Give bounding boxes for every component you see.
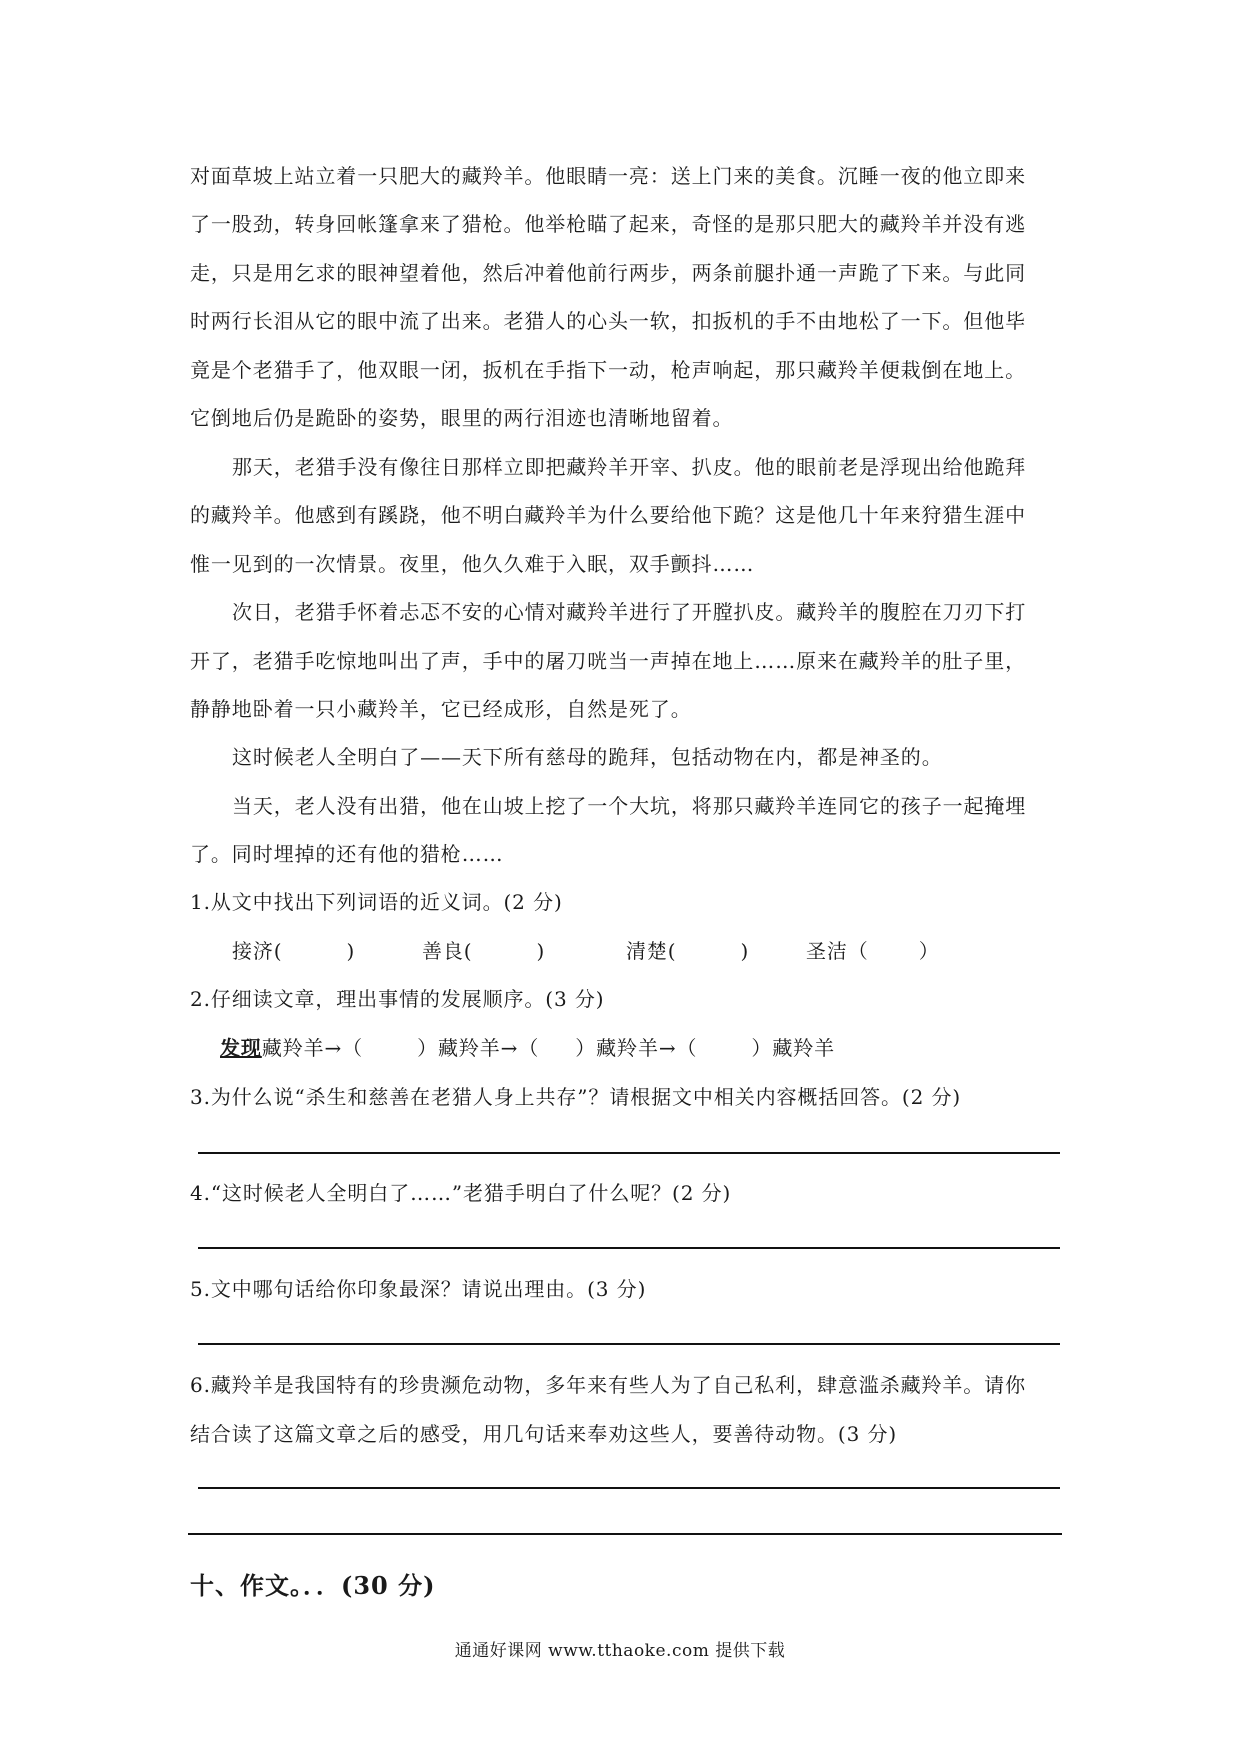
- q1-item-shanliang: 善良( ): [422, 939, 546, 963]
- answer-line[interactable]: [198, 1152, 1060, 1154]
- section-divider: [188, 1533, 1062, 1535]
- question-6-cont: 结合读了这篇文章之后的感受，用几句话来奉劝这些人，要善待动物。(3 分): [190, 1422, 898, 1446]
- answer-line[interactable]: [198, 1487, 1060, 1489]
- passage-line: 惟一见到的一次情景。夜里，他久久难于入眠，双手颤抖……: [190, 552, 755, 576]
- q2-sequence: 发现藏羚羊→（ ）藏羚羊→（ ）藏羚羊→（ ）藏羚羊: [220, 1036, 836, 1060]
- passage-line: 当天，老人没有出猎，他在山坡上挖了一个大坑，将那只藏羚羊连同它的孩子一起掩埋: [232, 794, 1027, 818]
- q2-start-word: 发现: [220, 1036, 262, 1060]
- passage-line: 走，只是用乞求的眼神望着他，然后冲着他前行两步，两条前腿扑通一声跪了下来。与此同: [190, 261, 1026, 285]
- passage-line: 开了，老猎手吃惊地叫出了声，手中的屠刀咣当一声掉在地上……原来在藏羚羊的肚子里，: [190, 649, 1026, 673]
- passage-line: 了一股劲，转身回帐篷拿来了猎枪。他举枪瞄了起来，奇怪的是那只肥大的藏羚羊并没有逃: [190, 212, 1026, 236]
- q1-item-jieji: 接济( ): [232, 939, 356, 963]
- passage-line: 那天，老猎手没有像往日那样立即把藏羚羊开宰、扒皮。他的眼前老是浮现出给他跪拜: [232, 455, 1027, 479]
- question-1: 1.从文中找出下列词语的近义词。(2 分): [190, 890, 563, 914]
- question-3: 3.为什么说“杀生和慈善在老猎人身上共存”？请根据文中相关内容概括回答。(2 分): [190, 1085, 962, 1109]
- passage-line: 静静地卧着一只小藏羚羊，它已经成形，自然是死了。: [190, 697, 692, 721]
- question-4: 4.“这时候老人全明白了……”老猎手明白了什么呢？(2 分): [190, 1181, 732, 1205]
- passage-line: 次日，老猎手怀着忐忑不安的心情对藏羚羊进行了开膛扒皮。藏羚羊的腹腔在刀刃下打: [232, 600, 1027, 624]
- passage-line: 对面草坡上站立着一只肥大的藏羚羊。他眼睛一亮：送上门来的美食。沉睡一夜的他立即来: [190, 164, 1026, 188]
- passage-line: 它倒地后仍是跪卧的姿势，眼里的两行泪迹也清晰地留着。: [190, 406, 734, 430]
- question-5: 5.文中哪句话给你印象最深？请说出理由。(3 分): [190, 1277, 647, 1301]
- passage-line: 的藏羚羊。他感到有蹊跷，他不明白藏羚羊为什么要给他下跪？这是他几十年来狩猎生涯中: [190, 503, 1026, 527]
- passage-line: 了。同时埋掉的还有他的猎枪……: [190, 842, 504, 866]
- page-footer: 通通好课网 www.tthaoke.com 提供下载: [454, 1641, 786, 1661]
- answer-line[interactable]: [198, 1247, 1060, 1249]
- passage-line: 时两行长泪从它的眼中流了出来。老猎人的心头一软，扣扳机的手不由地松了一下。但他毕: [190, 309, 1026, 333]
- answer-line[interactable]: [198, 1343, 1060, 1345]
- passage-line: 竟是个老猎手了，他双眼一闭，扳机在手指下一动，枪声响起，那只藏羚羊便栽倒在地上。: [190, 358, 1026, 382]
- question-6: 6.藏羚羊是我国特有的珍贵濒危动物，多年来有些人为了自己私利，肆意滥杀藏羚羊。请你: [190, 1373, 1026, 1397]
- q1-item-qingchu: 清楚( ): [626, 939, 750, 963]
- q1-item-shengjie: 圣洁（ ）: [806, 939, 940, 963]
- passage-line: 这时候老人全明白了——天下所有慈母的跪拜，包括动物在内，都是神圣的。: [232, 745, 943, 769]
- question-2: 2.仔细读文章，理出事情的发展顺序。(3 分): [190, 987, 605, 1011]
- section-title-composition: 十、作文。．．(30 分): [190, 1571, 436, 1600]
